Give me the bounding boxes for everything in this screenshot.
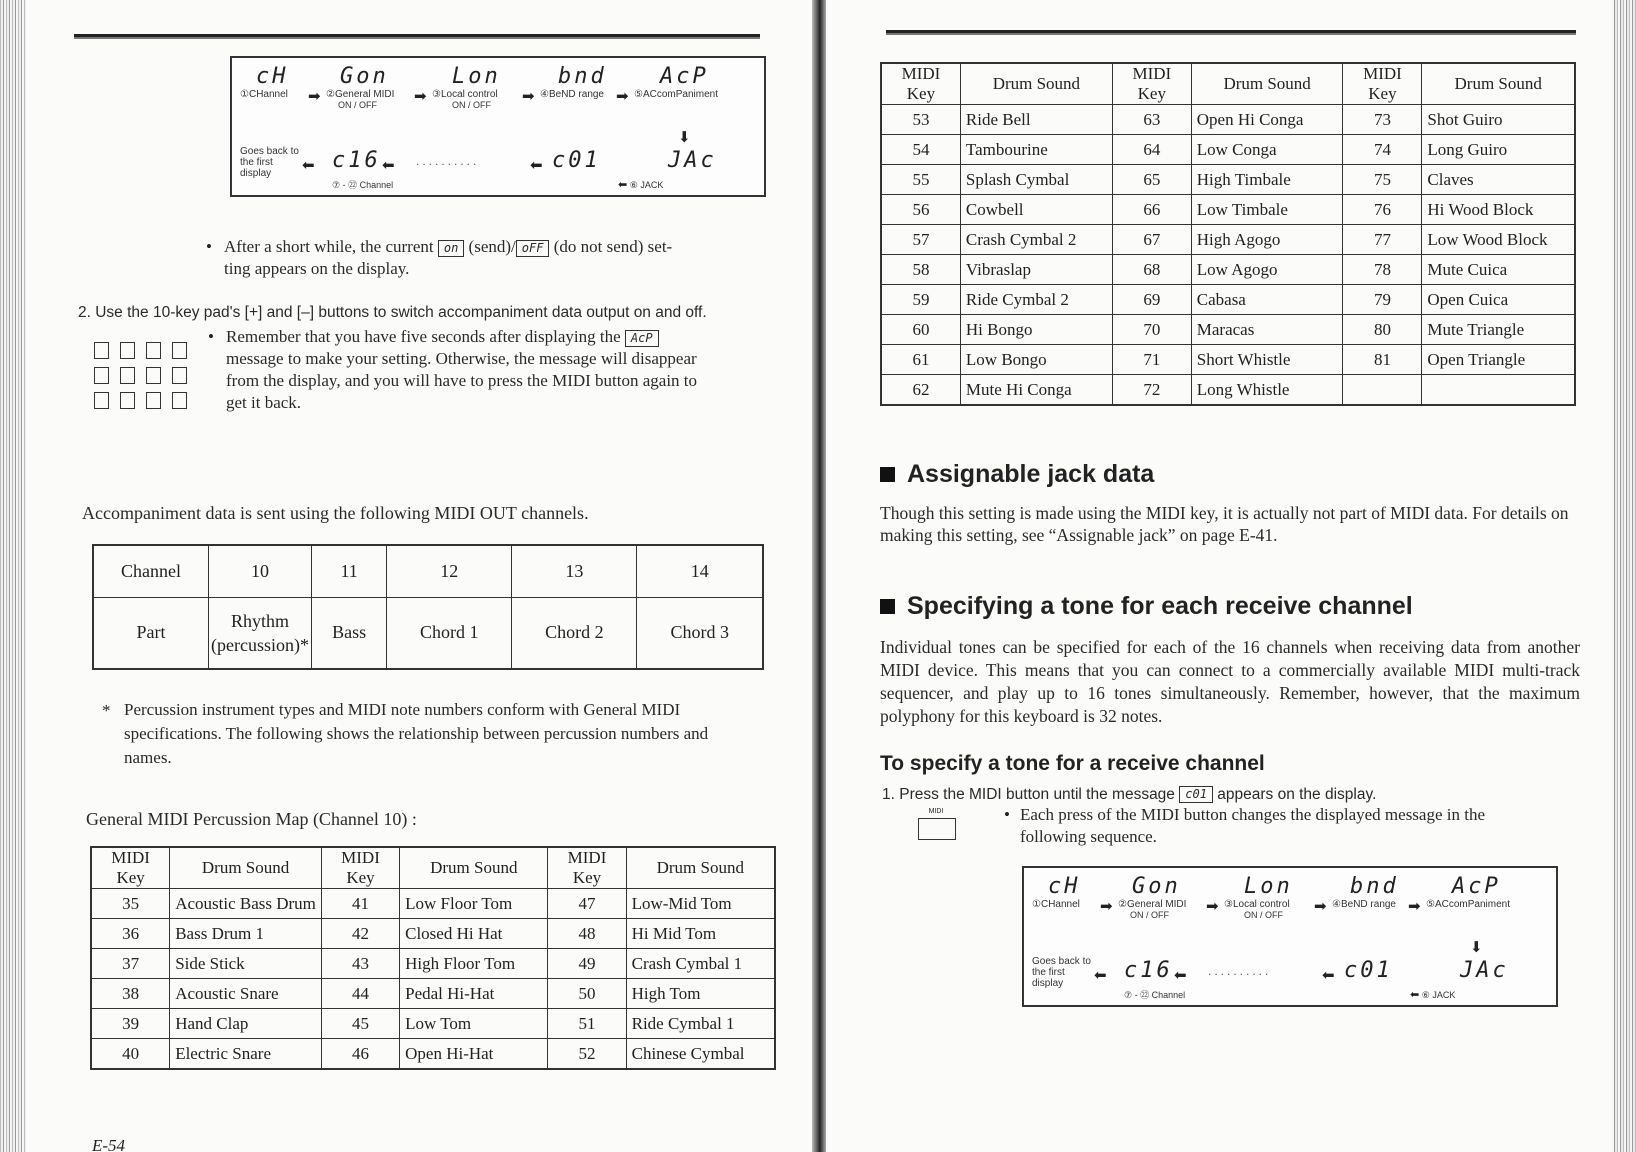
arrow-right-icon: ➡ — [1314, 898, 1327, 915]
midi-key-cell: 76 — [1343, 195, 1422, 225]
heading-assignable-jack — [880, 460, 1154, 489]
square-bullet-icon — [880, 467, 895, 482]
midi-key-cell: 53 — [881, 105, 960, 135]
header-rule — [886, 30, 1576, 35]
channels-intro: Accompaniment data is sent using the following MIDI OUT channels. — [82, 503, 589, 523]
drum-sound-cell — [1422, 375, 1575, 406]
table-row — [91, 979, 775, 1009]
channel-row — [93, 545, 763, 597]
lcd-segment: Lon — [452, 64, 501, 89]
page-edge — [1612, 0, 1636, 1152]
drum-sound-cell: Hi Mid Tom — [626, 919, 775, 949]
book-gutter — [812, 0, 826, 1152]
midi-key-cell: 65 — [1112, 165, 1191, 195]
drum-sound-cell: Acoustic Snare — [170, 979, 322, 1009]
assignable-jack-text: Though this setting is made using the MIDI key, it is actually not part of MIDI data. For details on making this setting, see “Assignable jack” on page E-41. — [880, 503, 1569, 545]
drum-sound-cell: Ride Bell — [960, 105, 1112, 135]
text: (do not send) set- — [553, 237, 673, 256]
midi-key-cell: 69 — [1112, 285, 1191, 315]
midi-key-cell: 78 — [1343, 255, 1422, 285]
drum-sound-cell: Side Stick — [170, 949, 322, 979]
channel-cell: 13 — [512, 545, 637, 597]
midi-key-cell: 68 — [1112, 255, 1191, 285]
midi-key-cell: 79 — [1343, 285, 1422, 315]
channel-cell: 12 — [387, 545, 512, 597]
drum-sound-cell: Maracas — [1191, 315, 1343, 345]
goes-back-label: Goes back to the first display — [240, 146, 299, 179]
drum-sound-cell: Tambourine — [960, 135, 1112, 165]
channel-cell: 14 — [637, 545, 763, 597]
lcd-step-accompaniment — [1426, 874, 1510, 910]
midi-key-cell: 38 — [91, 979, 170, 1009]
channel-cell: 11 — [312, 545, 387, 597]
midi-key-cell: 60 — [881, 315, 960, 345]
channel-cell: 10 — [209, 545, 312, 597]
specifying-tone-text: Individual tones can be specified for each of the 16 channels when receiving data from another MIDI device. This means that you can connect to a commercially available MIDI multi-track sequencer, and play up to 16 tones simultaneously. Remember, however, that the maximum polyphony for this keyboard is 32 notes. — [880, 637, 1580, 726]
midi-key-cell: 62 — [881, 375, 960, 406]
part-cell: Chord 3 — [637, 597, 763, 669]
step-number: ⑥ — [629, 180, 638, 190]
drum-sound-cell: Low Wood Block — [1422, 225, 1575, 255]
lcd-step-bend-range — [540, 64, 607, 100]
heading-text: Specifying a tone for each receive channel — [907, 592, 1413, 620]
step-label: Local control — [1232, 899, 1290, 910]
midi-key-cell: 61 — [881, 345, 960, 375]
drum-sound-cell: Open Hi-Hat — [400, 1039, 548, 1070]
lcd-segment-c01: c01 — [552, 148, 601, 173]
midi-key-header: MIDI Key — [91, 847, 170, 889]
table-row — [91, 949, 775, 979]
drum-sound-cell: Low Bongo — [960, 345, 1112, 375]
midi-button-icon — [918, 818, 956, 840]
arrow-right-icon: ➡ — [522, 88, 535, 105]
midi-key-cell: 75 — [1343, 165, 1422, 195]
midi-key-cell: 56 — [881, 195, 960, 225]
drum-sound-cell: Hi Bongo — [960, 315, 1112, 345]
page-number: E-54 — [92, 1136, 126, 1152]
arrow-left-icon: ⬅ — [382, 157, 395, 174]
sequence-dots: .......... — [416, 154, 480, 168]
text: Each press of the MIDI button changes the displayed message in the — [1020, 805, 1486, 824]
drum-sound-cell: High Floor Tom — [400, 949, 548, 979]
drum-sound-cell: Hi Wood Block — [1422, 195, 1575, 225]
drum-sound-cell: Long Whistle — [1191, 375, 1343, 406]
step-label: General MIDI — [334, 89, 395, 100]
arrow-down-icon: ⬇ — [678, 129, 691, 146]
midi-key-cell: 81 — [1343, 345, 1422, 375]
step-2-text: 2. Use the 10-key pad's [+] and [–] buttons to switch accompaniment data output on and off. — [78, 304, 707, 321]
bullet-icon: • — [1004, 805, 1010, 824]
step-number: ② — [326, 89, 335, 100]
drum-sound-header: Drum Sound — [1422, 63, 1575, 105]
table-row — [881, 375, 1575, 406]
footnote-marker: * — [102, 701, 111, 720]
drum-sound-cell: Vibraslap — [960, 255, 1112, 285]
step-sub: ON / OFF — [1130, 910, 1169, 920]
drum-sound-cell: Pedal Hi-Hat — [400, 979, 548, 1009]
lcd-step-local-control — [432, 64, 501, 110]
midi-key-cell: 44 — [321, 979, 399, 1009]
drum-sound-cell: Acoustic Bass Drum — [170, 889, 322, 919]
lcd-segment-jack: JAc — [668, 148, 717, 173]
text: 1. Press the MIDI button until the message — [882, 786, 1175, 803]
drum-sound-cell: High Timbale — [1191, 165, 1343, 195]
lcd-segment-jack: JAc — [1460, 958, 1509, 983]
step-1-text — [882, 784, 1376, 806]
lcd-step-accompaniment — [634, 64, 718, 100]
heading-specifying-tone — [880, 592, 1413, 621]
step-label: BeND range — [1340, 899, 1396, 910]
table-row — [91, 919, 775, 949]
midi-key-cell — [1343, 375, 1422, 406]
midi-key-cell: 58 — [881, 255, 960, 285]
drum-sound-cell: Open Triangle — [1422, 345, 1575, 375]
text: After a short while, the current — [224, 237, 434, 256]
drum-sound-cell: High Tom — [626, 979, 775, 1009]
arrow-right-icon: ➡ — [616, 88, 629, 105]
part-cell: Rhythm (percussion)* — [209, 597, 312, 669]
drum-header-row — [881, 63, 1575, 105]
channel-range-label: ⑦ - ㉒ Channel — [1124, 990, 1186, 1000]
bullet-icon: • — [206, 237, 212, 256]
table-row — [91, 1039, 775, 1070]
midi-key-cell: 72 — [1112, 375, 1191, 406]
percussion-map-table-left — [90, 846, 776, 1070]
drum-sound-cell: Open Cuica — [1422, 285, 1575, 315]
arrow-left-icon: ⬅ — [1094, 967, 1107, 984]
subheading-receive-channel: To specify a tone for a receive channel — [880, 752, 1265, 775]
drum-sound-cell: Cabasa — [1191, 285, 1343, 315]
drum-sound-cell: Mute Triangle — [1422, 315, 1575, 345]
midi-key-cell: 39 — [91, 1009, 170, 1039]
lcd-segment: bnd — [1350, 874, 1399, 899]
midi-out-channel-table — [92, 544, 764, 670]
midi-key-cell: 42 — [321, 919, 399, 949]
step-label: JACK — [1432, 990, 1456, 1000]
midi-key-cell: 51 — [548, 1009, 626, 1039]
midi-key-cell: 73 — [1343, 105, 1422, 135]
table-row — [881, 315, 1575, 345]
step-number: ① — [240, 89, 249, 100]
step-label: CHannel — [248, 89, 288, 100]
left-page — [0, 0, 812, 1152]
lcd-segment: bnd — [558, 64, 607, 89]
step-number: ② — [1118, 899, 1127, 910]
drum-sound-cell: Low Timbale — [1191, 195, 1343, 225]
step-label: BeND range — [548, 89, 604, 100]
lcd-segment-c16: c16 — [332, 148, 381, 173]
drum-sound-cell: Bass Drum 1 — [170, 919, 322, 949]
text: get it back. — [226, 393, 302, 412]
page-edge — [0, 0, 26, 1152]
lcd-segment: cH — [256, 64, 289, 89]
midi-key-cell: 64 — [1112, 135, 1191, 165]
drum-sound-cell: Low Floor Tom — [400, 889, 548, 919]
bullet-sequence — [1020, 804, 1580, 848]
arrow-right-icon: ➡ — [308, 88, 321, 105]
midi-key-header: MIDI Key — [881, 63, 960, 105]
step-label: JACK — [640, 180, 664, 190]
table-row — [881, 345, 1575, 375]
midi-key-header: MIDI Key — [1343, 63, 1422, 105]
bullet-icon: • — [208, 327, 214, 346]
midi-key-cell: 54 — [881, 135, 960, 165]
lcd-segment: Gon — [340, 64, 389, 89]
table-row — [881, 165, 1575, 195]
step-label: CHannel — [1040, 899, 1080, 910]
lcd-step-channel — [1032, 874, 1081, 910]
jack-label — [618, 180, 663, 190]
midi-key-cell: 55 — [881, 165, 960, 195]
channel-range-label: ⑦ - ㉒ Channel — [332, 180, 394, 190]
drum-sound-cell: Shot Guiro — [1422, 105, 1575, 135]
step-label: ACcomPaniment — [642, 89, 718, 100]
midi-key-cell: 45 — [321, 1009, 399, 1039]
drum-sound-cell: Low Conga — [1191, 135, 1343, 165]
arrow-right-icon: ➡ — [1206, 898, 1219, 915]
drum-header-row — [91, 847, 775, 889]
drum-sound-cell: Mute Hi Conga — [960, 375, 1112, 406]
header-rule — [74, 34, 760, 39]
midi-key-cell: 71 — [1112, 345, 1191, 375]
drum-sound-cell: Hand Clap — [170, 1009, 322, 1039]
lcd-on-indicator: on — [438, 240, 464, 257]
drum-sound-cell: Ride Cymbal 2 — [960, 285, 1112, 315]
lcd-segment: Gon — [1132, 874, 1181, 899]
drum-sound-cell: Short Whistle — [1191, 345, 1343, 375]
bullet-five-seconds — [226, 326, 766, 414]
table-row — [881, 195, 1575, 225]
text: message to make your setting. Otherwise, the message will disappear — [226, 349, 697, 368]
arrow-right-icon: ➡ — [1100, 898, 1113, 915]
midi-key-cell: 70 — [1112, 315, 1191, 345]
midi-key-cell: 66 — [1112, 195, 1191, 225]
midi-key-cell: 36 — [91, 919, 170, 949]
arrow-right-icon: ➡ — [1408, 898, 1421, 915]
midi-key-cell: 77 — [1343, 225, 1422, 255]
sequence-dots: .......... — [1208, 964, 1272, 978]
text: ting appears on the display. — [224, 259, 410, 278]
part-header: Part — [93, 597, 209, 669]
part-cell: Bass — [312, 597, 387, 669]
part-cell: Chord 2 — [512, 597, 637, 669]
text: (send)/ — [468, 237, 516, 256]
midi-key-cell: 48 — [548, 919, 626, 949]
heading-text: Assignable jack data — [907, 460, 1155, 488]
percussion-map-title: General MIDI Percussion Map (Channel 10) : — [86, 809, 417, 829]
drum-sound-header: Drum Sound — [960, 63, 1112, 105]
midi-key-header: MIDI Key — [1112, 63, 1191, 105]
drum-sound-header: Drum Sound — [170, 847, 322, 889]
step-number: ① — [1032, 899, 1041, 910]
step-label: ACcomPaniment — [1434, 899, 1510, 910]
text: from the display, and you will have to press the MIDI button again to — [226, 371, 698, 390]
arrow-left-icon: ⬅ — [1410, 989, 1420, 1001]
lcd-step-general-midi — [1118, 874, 1186, 920]
midi-key-cell: 74 — [1343, 135, 1422, 165]
percussion-map-table-right — [880, 62, 1576, 406]
drum-sound-cell: Low Agogo — [1191, 255, 1343, 285]
lcd-segment: AcP — [1452, 874, 1501, 899]
drum-sound-cell: Crash Cymbal 1 — [626, 949, 775, 979]
midi-key-cell: 46 — [321, 1039, 399, 1070]
step-sub: ON / OFF — [1244, 910, 1283, 920]
goes-back-label: Goes back to the first display — [1032, 956, 1091, 989]
drum-sound-cell: Low Tom — [400, 1009, 548, 1039]
text: following sequence. — [1020, 827, 1157, 846]
drum-sound-cell: Open Hi Conga — [1191, 105, 1343, 135]
lcd-step-general-midi — [326, 64, 394, 110]
drum-sound-cell: Chinese Cymbal — [626, 1039, 775, 1070]
step-sub: ON / OFF — [338, 100, 377, 110]
drum-sound-header: Drum Sound — [1191, 63, 1343, 105]
drum-sound-header: Drum Sound — [626, 847, 775, 889]
table-row — [881, 135, 1575, 165]
drum-sound-cell: Mute Cuica — [1422, 255, 1575, 285]
drum-sound-header: Drum Sound — [400, 847, 548, 889]
arrow-down-icon: ⬇ — [1470, 939, 1483, 956]
drum-sound-cell: Claves — [1422, 165, 1575, 195]
table-row — [881, 255, 1575, 285]
drum-sound-cell: Ride Cymbal 1 — [626, 1009, 775, 1039]
step-sub: ON / OFF — [452, 100, 491, 110]
drum-sound-cell: Crash Cymbal 2 — [960, 225, 1112, 255]
midi-key-cell: 63 — [1112, 105, 1191, 135]
lcd-segment: AcP — [660, 64, 709, 89]
drum-sound-cell: Cowbell — [960, 195, 1112, 225]
drum-sound-cell: Electric Snare — [170, 1039, 322, 1070]
table-row — [881, 285, 1575, 315]
ten-key-pad-icon — [84, 342, 194, 414]
square-bullet-icon — [880, 599, 895, 614]
arrow-left-icon: ⬅ — [618, 179, 628, 191]
table-row — [91, 889, 775, 919]
midi-key-cell: 40 — [91, 1039, 170, 1070]
midi-key-cell: 80 — [1343, 315, 1422, 345]
text: appears on the display. — [1217, 786, 1377, 803]
lcd-acp-indicator: AcP — [625, 330, 659, 347]
step-number: ④ — [540, 89, 549, 100]
midi-key-cell: 52 — [548, 1039, 626, 1070]
bullet-send-setting — [224, 236, 764, 280]
arrow-right-icon: ➡ — [414, 88, 427, 105]
midi-key-cell: 47 — [548, 889, 626, 919]
step-number: ③ — [432, 89, 441, 100]
step-number: ⑥ — [1421, 990, 1430, 1000]
part-cell: Chord 1 — [387, 597, 512, 669]
midi-key-cell: 35 — [91, 889, 170, 919]
drum-sound-cell: Closed Hi Hat — [400, 919, 548, 949]
lcd-segment: cH — [1048, 874, 1081, 899]
step-label: Local control — [440, 89, 498, 100]
lcd-sequence-diagram — [230, 56, 766, 197]
step-number: ⑤ — [634, 89, 643, 100]
midi-key-header: MIDI Key — [548, 847, 626, 889]
midi-key-header: MIDI Key — [321, 847, 399, 889]
midi-key-cell: 37 — [91, 949, 170, 979]
drum-sound-cell: Long Guiro — [1422, 135, 1575, 165]
lcd-segment-c16: c16 — [1124, 958, 1173, 983]
arrow-left-icon: ⬅ — [302, 157, 315, 174]
step-number: ③ — [1224, 899, 1233, 910]
percussion-footnote: Percussion instrument types and MIDI note numbers conform with General MIDI specifications. The following shows the relationship between percussion numbers and names. — [124, 700, 709, 767]
lcd-step-channel — [240, 64, 289, 100]
lcd-segment: Lon — [1244, 874, 1293, 899]
arrow-left-icon: ⬅ — [530, 157, 543, 174]
right-page — [826, 0, 1636, 1152]
midi-key-cell: 49 — [548, 949, 626, 979]
lcd-sequence-diagram — [1022, 866, 1558, 1007]
drum-sound-cell: Splash Cymbal — [960, 165, 1112, 195]
step-label: General MIDI — [1126, 899, 1187, 910]
jack-label — [1410, 990, 1455, 1000]
midi-key-cell: 41 — [321, 889, 399, 919]
step-number: ⑤ — [1426, 899, 1435, 910]
table-row — [91, 1009, 775, 1039]
text: Remember that you have five seconds after displaying the — [226, 327, 621, 346]
lcd-step-bend-range — [1332, 874, 1399, 910]
midi-key-cell: 50 — [548, 979, 626, 1009]
drum-sound-cell: Low-Mid Tom — [626, 889, 775, 919]
table-row — [881, 225, 1575, 255]
table-row — [881, 105, 1575, 135]
midi-key-cell: 59 — [881, 285, 960, 315]
midi-key-cell: 67 — [1112, 225, 1191, 255]
midi-key-cell: 57 — [881, 225, 960, 255]
arrow-left-icon: ⬅ — [1322, 967, 1335, 984]
lcd-step-local-control — [1224, 874, 1293, 920]
lcd-off-indicator: oFF — [516, 240, 550, 257]
drum-sound-cell: High Agogo — [1191, 225, 1343, 255]
midi-button-label: MIDI — [928, 808, 944, 815]
step-number: ④ — [1332, 899, 1341, 910]
lcd-c01-indicator: c01 — [1179, 786, 1213, 803]
channel-header: Channel — [93, 545, 209, 597]
arrow-left-icon: ⬅ — [1174, 967, 1187, 984]
lcd-segment-c01: c01 — [1344, 958, 1393, 983]
midi-key-cell: 43 — [321, 949, 399, 979]
part-row — [93, 597, 763, 669]
